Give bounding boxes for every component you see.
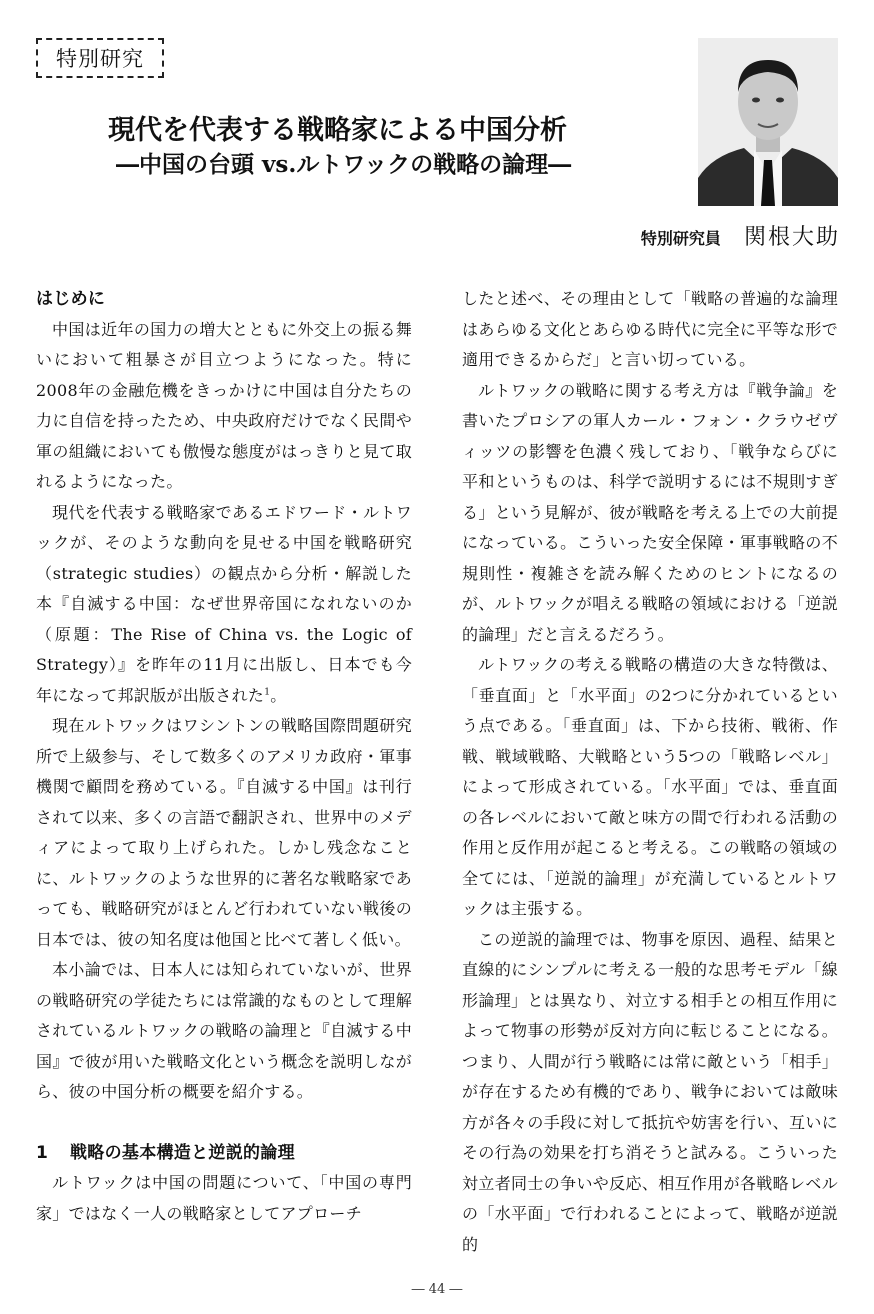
left-column bbox=[36, 284, 412, 1229]
author-photo bbox=[698, 38, 838, 206]
paragraph: 本小論では、日本人には知られていないが、世界の戦略研究の学徒たちには常識的なものとして理解されているルトワックの戦略の論理と『自滅する中国』で彼が用いた戦略文化という概念を説明しながら、彼の中国分析の概要を紹介する。 bbox=[36, 960, 412, 1101]
paragraph: 現在ルトワックはワシントンの戦略国際問題研究所で上級参与、そして数多くのアメリカ政府・軍事機関で顧問を務めている。『自滅する中国』は刊行されて以来、多くの言語で翻訳され、世界中のメディアによって取り上げられた。しかし残念なことに、ルトワックのような世界的に著名な戦略家であっても、戦略研究がほとんど行われていない戦後の日本では、彼の知名度は他国と比べて著しく低い。 bbox=[36, 716, 412, 949]
paragraph bbox=[36, 498, 412, 712]
article-category-tag: 特別研究 bbox=[36, 38, 164, 78]
author-portrait-illustration bbox=[698, 38, 838, 206]
paragraph: 中国は近年の国力の増大とともに外交上の振る舞いにおいて粗暴さが目立つようになった。特に2008年の金融危機をきっかけに中国は自分たちの力に自信を持ったため、中央政府だけでなく民間や軍の組織においても傲慢な態度がはっきりと見て取れるようになった。 bbox=[36, 319, 412, 491]
footnote-marker: 1 bbox=[264, 687, 271, 698]
author-role: 特別研究員 bbox=[640, 229, 721, 248]
paragraph: ルトワックの考える戦略の構造の大きな特徴は、「垂直面」と「水平面」の2つに分かれているという点である。「垂直面」は、下から技術、戦術、作戦、戦域戦略、大戦略という5つの「戦略レベル」によって形成されている。「水平面」では、垂直面の各レベルにおいて敵と味方の間で行われる活動の作用と反作用が起こると考える。この戦略の領域の全てには、「逆説的論理」が充満しているとルトワックは主張する。 bbox=[462, 655, 838, 918]
paragraph-end: 。 bbox=[270, 685, 287, 705]
page-number: ― 44 ― bbox=[411, 1282, 463, 1297]
author-byline bbox=[560, 220, 840, 251]
paragraph: ルトワックの戦略に関する考え方は『戦争論』を書いたプロシアの軍人カール・フォン・クラウゼヴィッツの影響を色濃く残しており、「戦争ならびに平和というものは、科学で説明するには不規則すぎる」という見解が、彼が戦略を考える上での大前提になっている。こういった安全保障・軍事戦略の不規則性・複雑さを読み解くためのヒントになるのが、ルトワックが唱える戦略の領域における「逆説的論理」だと言えるだろう。 bbox=[462, 380, 838, 644]
intro-heading: はじめに bbox=[36, 289, 106, 309]
author-name: 関根大助 bbox=[743, 225, 840, 250]
article-subtitle: ―中国の台頭 vs.ルトワックの戦略の論理― bbox=[116, 151, 572, 178]
paragraph-text: 現代を代表する戦略家であるエドワード・ルトワックが、そのような動向を見せる中国を戦略研究（strategic studies）の観点から分析・解説した本『自滅する中国：なぜ世界帝国になれないのか（原題：The Rise of China vs. the Logic of Strategy）』を昨年の11月に出版し、日本でも今年になって邦訳版が出版された bbox=[36, 502, 412, 705]
section-heading bbox=[36, 1138, 412, 1169]
article-title: 現代を代表する戦略家による中国分析 bbox=[108, 115, 567, 146]
paragraph-continued: したと述べ、その理由として「戦略の普遍的な論理はあらゆる文化とあらゆる時代に完全に平等な形で適用できるからだ」と言い切っている。 bbox=[462, 289, 838, 369]
paragraph: ルトワックは中国の問題について、「中国の専門家」ではなく一人の戦略家としてアプローチ bbox=[36, 1173, 412, 1223]
paragraph: この逆説的論理では、物事を原因、過程、結果と直線的にシンプルに考える一般的な思考モデル「線形論理」とは異なり、対立する相手との相互作用によって物事の形勢が反対方向に転じることになる。つまり、人間が行う戦略には常に敵という「相手」が存在するため有機的であり、戦争においては敵味方が各々の手段に対して抵抗や妨害を行い、互いにその行為の効果を打ち消そうと試みる。こういった対立者同士の争いや反応、相互作用が各戦略レベルの「水平面」で行われることによって、戦略が逆説的 bbox=[462, 929, 838, 1254]
right-column bbox=[462, 284, 838, 1260]
section-number: 1 bbox=[36, 1142, 49, 1163]
section-title: 戦略の基本構造と逆説的論理 bbox=[70, 1142, 295, 1163]
